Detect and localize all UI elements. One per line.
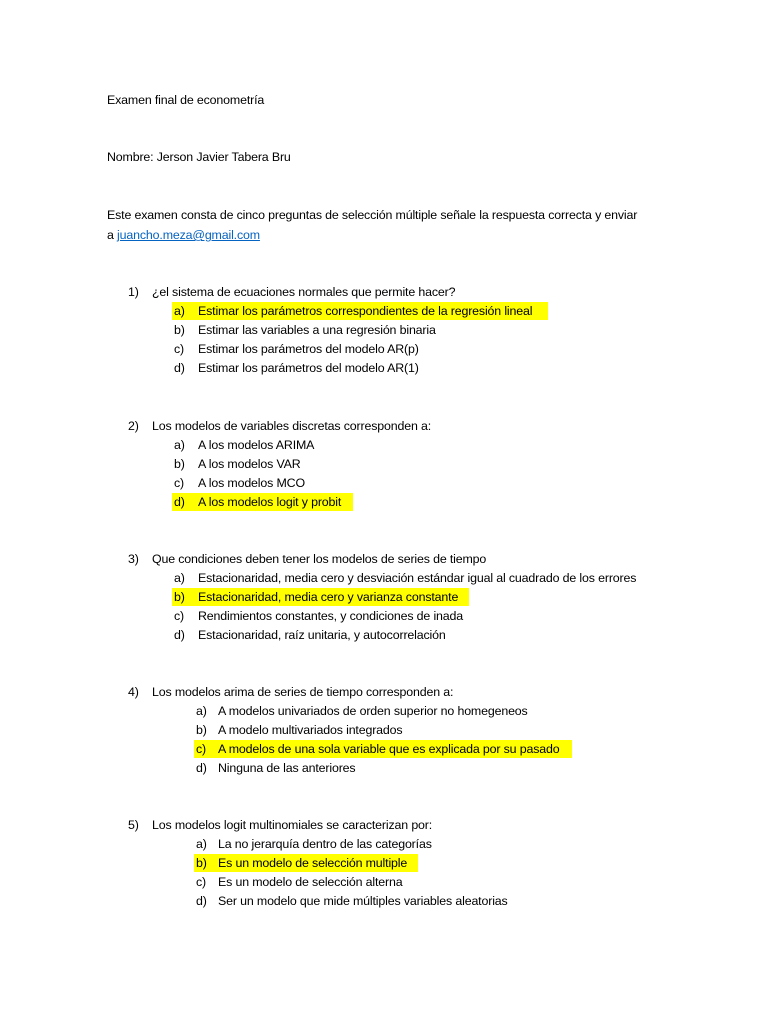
instructions-line-2 — [107, 227, 260, 243]
question-number: 1) — [128, 285, 139, 299]
option-text: Estacionaridad, media cero y desviación estándar igual al cuadrado de los errores — [198, 571, 637, 585]
option-letter: d) — [174, 495, 185, 509]
question-text: Los modelos de variables discretas corresponden a: — [152, 419, 432, 433]
option-text: Es un modelo de selección alterna — [218, 875, 403, 889]
question-number: 3) — [128, 552, 139, 566]
document-title: Examen final de econometría — [107, 93, 265, 107]
option-text: A modelo multivariados integrados — [218, 723, 403, 737]
option-letter: b) — [174, 323, 185, 337]
option-text: Rendimientos constantes, y condiciones de inada — [198, 609, 464, 623]
option-text: La no jerarquía dentro de las categorías — [218, 837, 432, 851]
option-letter: d) — [174, 361, 185, 375]
question-number: 5) — [128, 818, 139, 832]
email-link[interactable]: juancho.meza@gmail.com — [117, 228, 260, 242]
option-letter: c) — [174, 476, 185, 490]
option-letter: c) — [196, 875, 207, 889]
option-text-correct: Estacionaridad, media cero y varianza constante — [198, 590, 459, 604]
option-letter: a) — [196, 704, 207, 718]
option-letter: b) — [174, 590, 185, 604]
option-letter: c) — [174, 342, 185, 356]
option-text-correct: Estimar los parámetros correspondientes de la regresión lineal — [198, 304, 533, 318]
option-text: Ninguna de las anteriores — [218, 761, 356, 775]
option-letter: d) — [196, 761, 207, 775]
question-number: 4) — [128, 685, 139, 699]
option-letter: b) — [174, 457, 185, 471]
option-text-correct: A modelos de una sola variable que es explicada por su pasado — [218, 742, 560, 756]
option-letter: d) — [174, 628, 185, 642]
question-number: 2) — [128, 419, 139, 433]
option-text: Estimar las variables a una regresión binaria — [198, 323, 436, 337]
option-letter: b) — [196, 856, 207, 870]
option-text: Estimar los parámetros del modelo AR(1) — [198, 361, 419, 375]
option-letter: a) — [196, 837, 207, 851]
option-text: Estacionaridad, raíz unitaria, y autocorrelación — [198, 628, 446, 642]
student-name-line: Nombre: Jerson Javier Tabera Bru — [107, 150, 291, 164]
option-text: A los modelos VAR — [198, 457, 301, 471]
instructions-line-1: Este examen consta de cinco preguntas de selección múltiple señale la respuesta correcta y enviar — [107, 208, 638, 222]
instructions-prefix: a — [107, 228, 118, 242]
option-letter: d) — [196, 894, 207, 908]
option-text: Estimar los parámetros del modelo AR(p) — [198, 342, 419, 356]
option-letter: b) — [196, 723, 207, 737]
question-text: Los modelos logit multinomiales se caracterizan por: — [152, 818, 433, 832]
option-text-correct: A los modelos logit y probit — [198, 495, 342, 509]
option-text: Ser un modelo que mide múltiples variables aleatorias — [218, 894, 508, 908]
option-text: A los modelos ARIMA — [198, 438, 315, 452]
option-letter: a) — [174, 304, 185, 318]
option-letter: c) — [196, 742, 207, 756]
option-letter: c) — [174, 609, 185, 623]
option-text: A los modelos MCO — [198, 476, 305, 490]
question-text: Que condiciones deben tener los modelos de series de tiempo — [152, 552, 487, 566]
option-letter: a) — [174, 438, 185, 452]
question-text: Los modelos arima de series de tiempo corresponden a: — [152, 685, 454, 699]
question-text: ¿el sistema de ecuaciones normales que permite hacer? — [152, 285, 456, 299]
option-letter: a) — [174, 571, 185, 585]
option-text-correct: Es un modelo de selección multiple — [218, 856, 408, 870]
option-text: A modelos univariados de orden superior no homegeneos — [218, 704, 528, 718]
